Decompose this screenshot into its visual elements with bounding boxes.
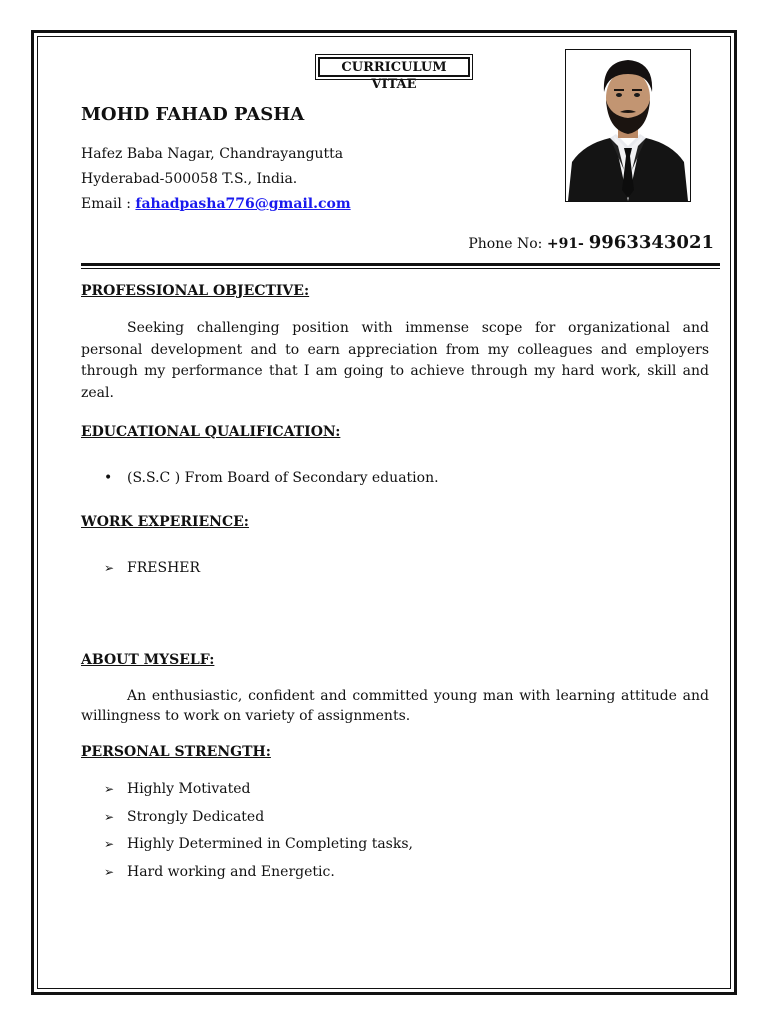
list-item (104, 781, 251, 797)
email-row (81, 196, 351, 212)
arrowhead-icon: ➢ (104, 810, 115, 824)
arrowhead-icon: ➢ (104, 865, 115, 879)
arrowhead-icon: ➢ (104, 782, 115, 796)
about-heading: ABOUT MYSELF: (81, 652, 215, 668)
phone-label: Phone No: (468, 236, 547, 252)
strength-item: Highly Determined in Completing tasks, (127, 836, 413, 852)
work-heading: WORK EXPERIENCE: (81, 514, 249, 530)
strength-item: Highly Motivated (127, 781, 251, 797)
work-item: FRESHER (127, 560, 201, 576)
document-title: CURRICULUM VITAE (318, 57, 470, 77)
portrait-image (566, 50, 690, 201)
profile-photo (565, 49, 691, 202)
list-item (104, 470, 439, 486)
objective-text (81, 318, 709, 404)
address-line-1: Hafez Baba Nagar, Chandrayangutta (81, 146, 344, 162)
about-body: An enthusiastic, confident and committed young man with learning attitude and willingness to work on variety of assignments. (81, 688, 709, 724)
objective-heading: PROFESSIONAL OBJECTIVE: (81, 283, 310, 299)
about-text (81, 687, 709, 726)
strengths-heading: PERSONAL STRENGTH: (81, 744, 271, 760)
email-link[interactable]: fahadpasha776@gmail.com (135, 196, 351, 212)
arrowhead-icon: ➢ (104, 561, 115, 575)
candidate-name: MOHD FAHAD PASHA (81, 104, 305, 125)
education-item: (S.S.C ) From Board of Secondary eduation. (127, 470, 439, 486)
phone-prefix: +91- (546, 236, 589, 252)
arrowhead-icon: ➢ (104, 837, 115, 851)
strength-item: Strongly Dedicated (127, 809, 265, 825)
header-divider-thick (81, 263, 720, 266)
objective-body: Seeking challenging position with immense scope for organizational and personal development and to earn appreciation from my colleagues and employers through my performance that I am going to achieve through my hard work, skill and zeal. (81, 320, 709, 401)
email-label: Email : (81, 196, 136, 212)
list-item (104, 836, 413, 852)
phone-number: 9963343021 (588, 232, 714, 253)
bullet-icon: • (104, 470, 113, 486)
list-item (104, 864, 335, 880)
address-line-2: Hyderabad-500058 T.S., India. (81, 171, 298, 187)
header-divider-thin (81, 268, 720, 269)
list-item (104, 809, 264, 825)
education-heading: EDUCATIONAL QUALIFICATION: (81, 424, 341, 440)
list-item (104, 560, 200, 576)
strength-item: Hard working and Energetic. (127, 864, 335, 880)
document-title-box (315, 54, 473, 92)
phone-row (468, 232, 714, 253)
